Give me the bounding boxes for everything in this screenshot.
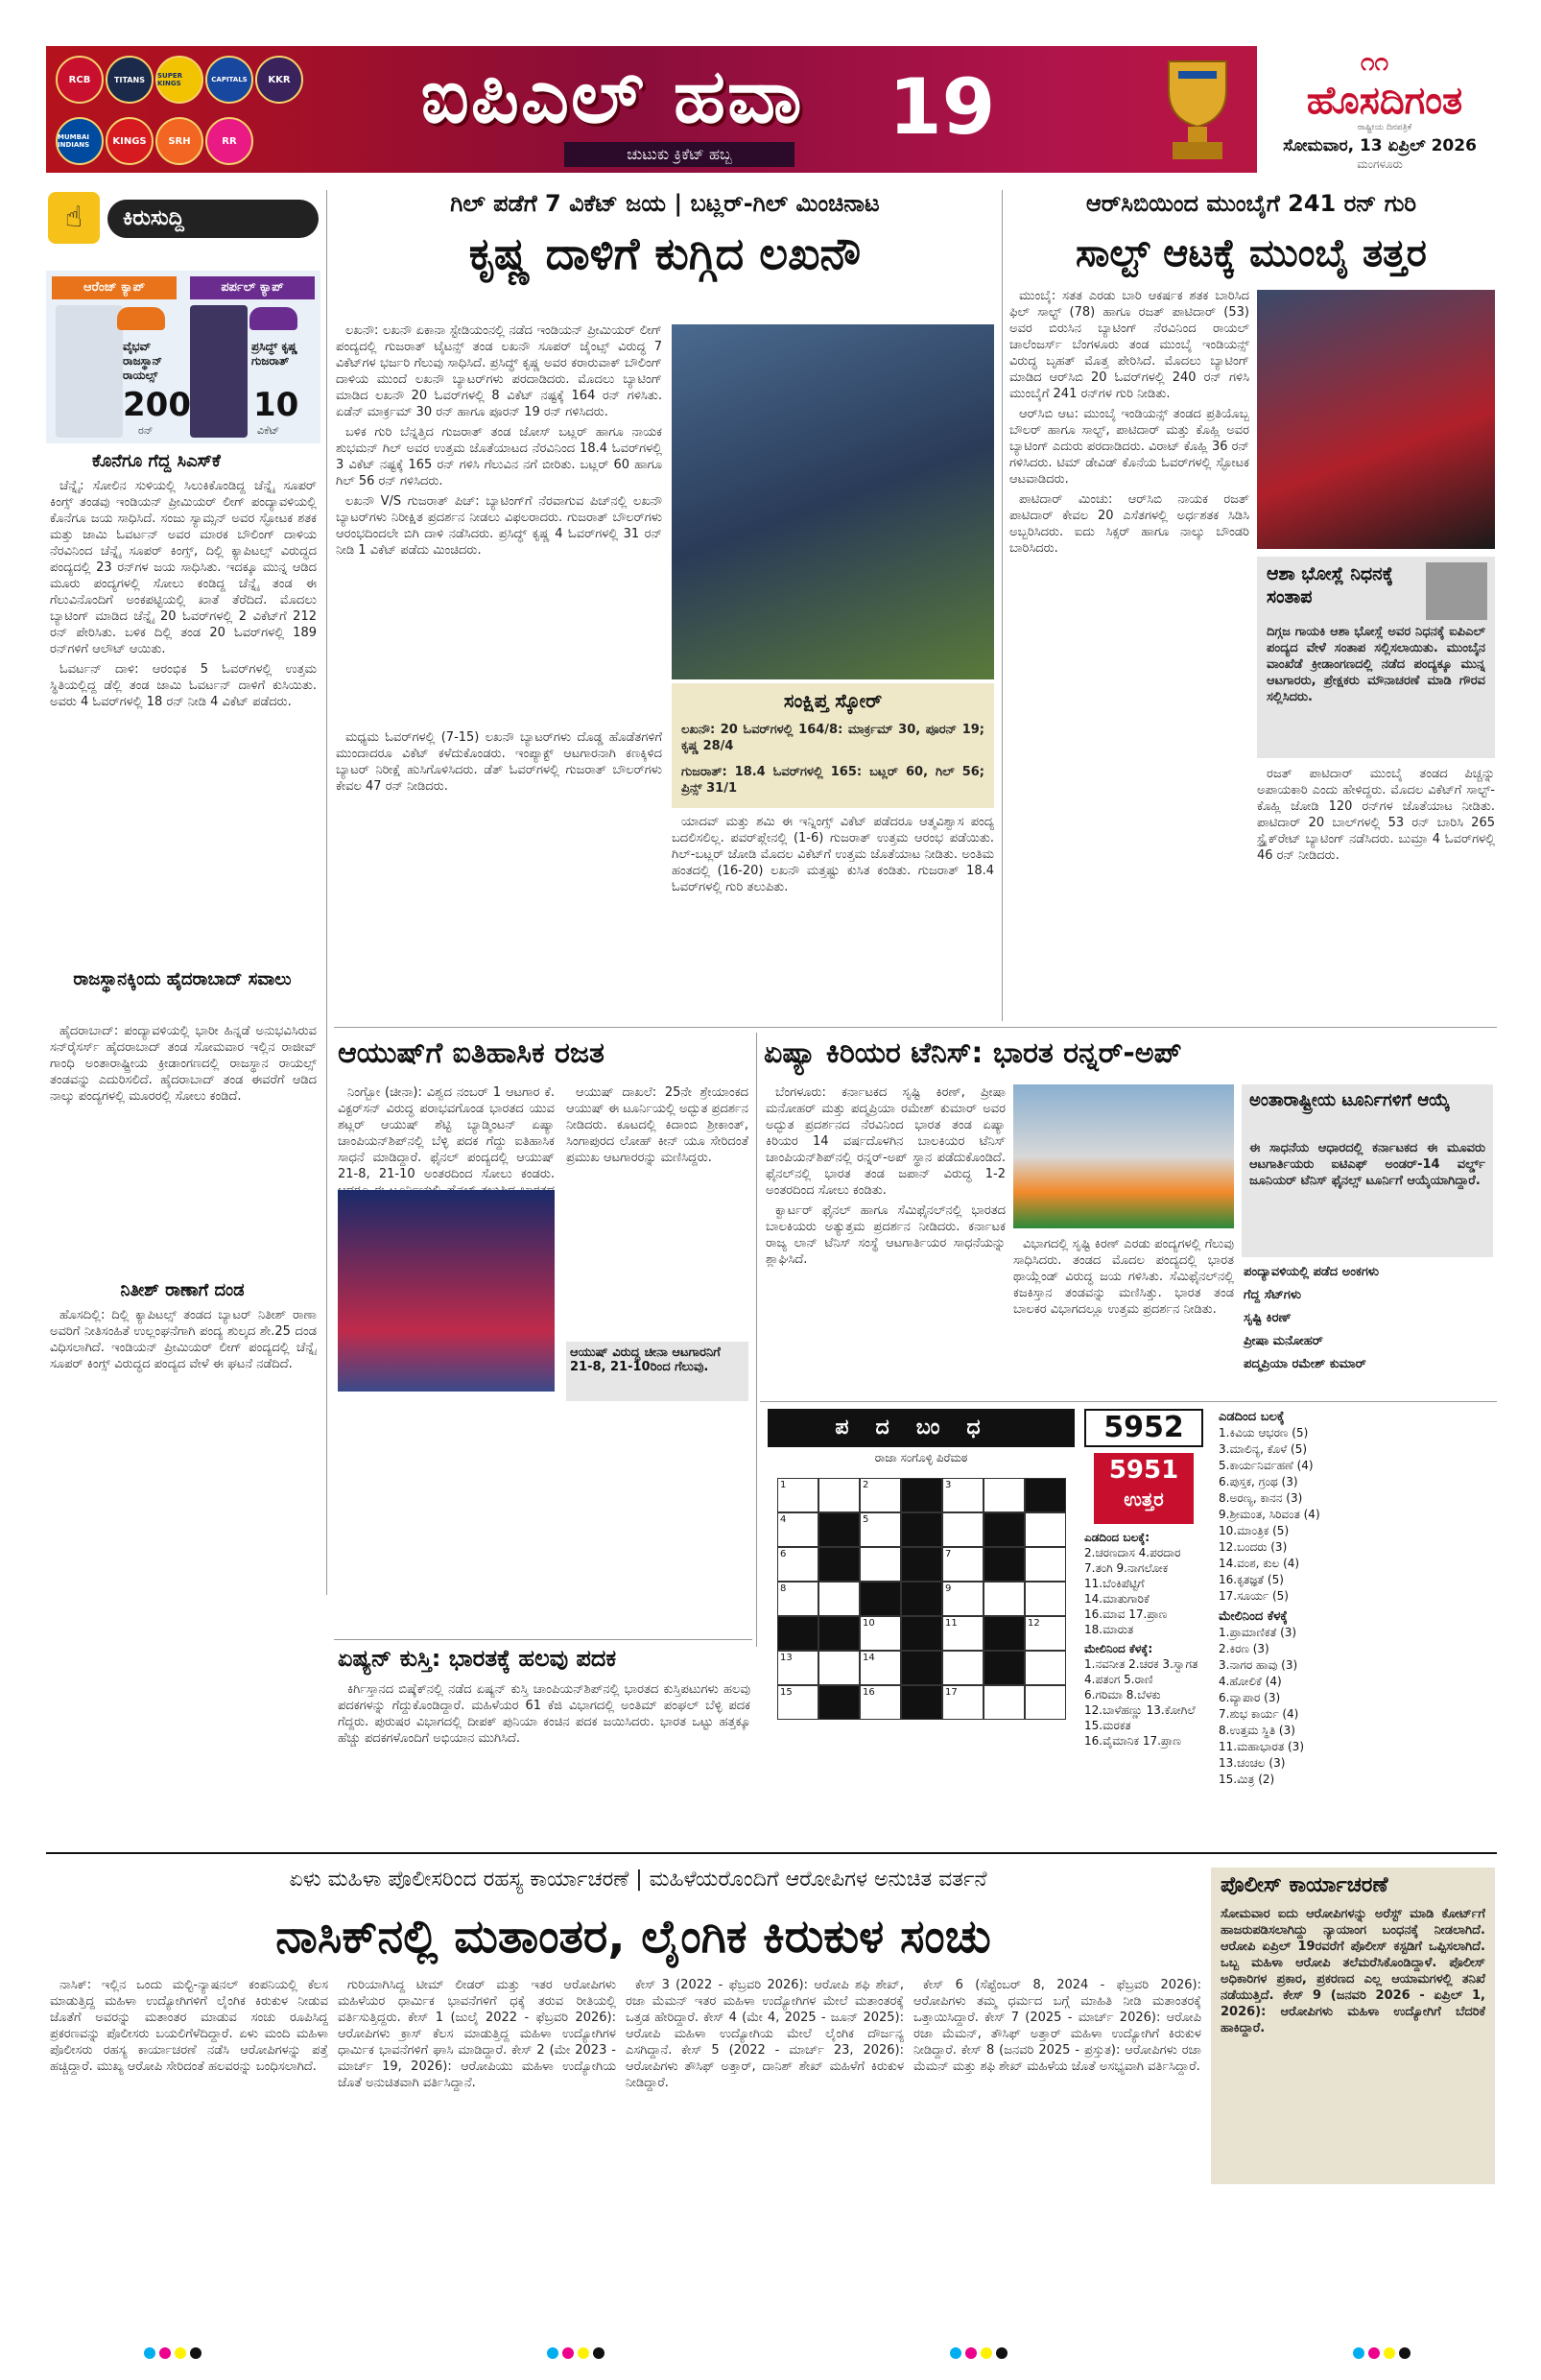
prev-clue: 12.ಬಾಳೆಹಣ್ಣು 13.ಕೋಗಿಲೆ (1084, 1703, 1196, 1717)
across-clue: 1.ಕಿವಿಯ ಆಭರಣ (5) (1219, 1426, 1309, 1440)
crossword-black-cell (901, 1547, 942, 1582)
crossword-cell[interactable] (860, 1616, 901, 1651)
prev-clue: 7.ತಂಗಿ 9.ನಾಗಲೋಕ (1084, 1561, 1169, 1575)
registration-mark (144, 2347, 155, 2359)
crossword-black-cell (984, 1651, 1025, 1685)
crossword-divider (760, 1401, 1497, 1402)
crossword-cell[interactable] (818, 1651, 860, 1685)
across-clue: 10.ಮಾಂತ್ರಿಕ (5) (1219, 1524, 1290, 1537)
registration-mark (965, 2347, 977, 2359)
across-clue: 8.ಅರಣ್ಯ, ಕಾನನ (3) (1219, 1491, 1303, 1505)
ayush-body-a: ನಿಂಗ್ಬೋ (ಚೀನಾ): ವಿಶ್ವದ ನಂಬರ್ 1 ಆಟಗಾರ ಕೆ. ವಿಕ್ಟರ್‌ಸನ್ ವಿರುದ್ಧ ಪರಾಭವಗೊಂಡ ಭಾರತದ ಯುವ ಶಟ್ಲರ್ ಆಯುಷ್ ಶೆಟ್ಟಿ ಬ್ಯಾಡ್ಮಿಂಟನ್ ಏಷ್ಯಾ ಚಾಂಪಿಯನ್‌ಶಿಪ್‌ನಲ್ಲಿ ಬೆಳ್ಳಿ ಪದಕ ಗೆದ್ದು ಐತಿಹಾಸಿಕ ಸಾಧನೆ ಮಾಡಿದ್ದಾರೆ. ಫೈನಲ್ ಪಂದ್ಯದಲ್ಲಿ ಆಯುಷ್ 21-8, 21-10 ಅಂತರದಿಂದ ಸೋಲು ಕಂಡರು. (338, 1085, 555, 1181)
ayush-headline: ಆಯುಷ್‌ಗೆ ಐತಿಹಾಸಿಕ ರಜತ (338, 1036, 605, 1070)
purple-player-name: ಪ್ರಸಿದ್ಧ್ ಕೃಷ್ಣ ಗುಜರಾತ್ (251, 340, 298, 368)
crossword-cell[interactable] (942, 1582, 984, 1616)
ipl-hava-title: ಐಪಿಎಲ್ ಹವಾ (420, 54, 804, 140)
ayush-body-b: ಆಯುಷ್ ದಾಖಲೆ: 25ನೇ ಶ್ರೇಯಾಂಕದ ಆಯುಷ್ ಈ ಟೂರ್ನಿಯಲ್ಲಿ ಅದ್ಭುತ ಪ್ರದರ್ಶನ ನೀಡಿದರು. ಕೂಟದಲ್ಲಿ ಕಿದಾಂಬಿ ಶ್ರೀಕಾಂತ್, ಸಿಂಗಾಪುರದ ಲೋಹ್ ಕೀನ್ ಯೂ ಸೇರಿದಂತೆ ಪ್ರಮುಖ ಆಟಗಾರರನ್ನು ಮಣಿಸಿದ್ದರು. (566, 1085, 748, 1165)
crossword-cell[interactable] (860, 1512, 901, 1547)
tennis-list-item: ಪಂದ್ಯಾವಳಿಯಲ್ಲಿ ಪಡೆದ ಅಂಕಗಳು (1244, 1265, 1380, 1279)
orange-runs: 200 (123, 386, 191, 424)
tennis-box (1242, 1084, 1493, 1257)
registration-mark (981, 2347, 992, 2359)
purple-cap-icon (249, 307, 297, 330)
prev-clue: 14.ಮಾತುಗಾರಿಕೆ (1084, 1592, 1150, 1606)
tennis-headline: ಏಷ್ಯಾ ಕಿರಿಯರ ಟೆನಿಸ್: ಭಾರತ ರನ್ನರ್-ಅಪ್ (764, 1036, 1182, 1070)
crossword-black-cell (901, 1512, 942, 1547)
across-clue: 6.ಪುಸ್ತಕ, ಗ್ರಂಥ (3) (1219, 1475, 1298, 1488)
scorecard-box (672, 683, 994, 808)
police-headline: ಪೊಲೀಸ್ ಕಾರ್ಯಾಚರಣೆ (1221, 1873, 1388, 1897)
across-clue: 17.ಸೂರ್ಯ (5) (1219, 1589, 1289, 1603)
prev-across-head: ಎಡದಿಂದ ಬಲಕ್ಕೆ: (1084, 1531, 1150, 1544)
down-clue: 11.ಮಹಾಭಾರತ (3) (1219, 1740, 1305, 1753)
crossword-cell[interactable] (777, 1512, 818, 1547)
asian-body: ಕಿರ್ಗಿಸ್ತಾನದ ಬಿಷ್ಕೆಕ್‌ನಲ್ಲಿ ನಡೆದ ಏಷ್ಯನ್ ಕುಸ್ತಿ ಚಾಂಪಿಯನ್‌ಶಿಪ್‌ನಲ್ಲಿ ಭಾರತದ ಕುಸ್ತಿಪಟುಗಳು ಹಲವು ಪದಕಗಳನ್ನು ಗೆದ್ದುಕೊಂಡಿದ್ದಾರೆ. ಮಹಿಳೆಯರ 61 ಕೆಜಿ ವಿಭಾಗದಲ್ಲಿ ಅಂತಿಮ್ ಪಂಘಲ್ ಬೆಳ್ಳಿ ಪದಕ ಗೆದ್ದರು. ಪುರುಷರ ವಿಭಾಗದಲ್ಲಿ ದೀಪಕ್ ಪುನಿಯಾ ಕಂಚಿನ ಪದಕ ಜಯಿಸಿದರು. ಭಾರತ ಒಟ್ಟು ಹತ್ತಕ್ಕೂ ಹೆಚ್ಚು ಪದಕಗಳೊಂದಿಗೆ ಅಭಿಯಾನ ಮುಗಿಸಿದೆ. (338, 1682, 750, 1746)
crossword-black-cell (901, 1478, 942, 1512)
crossword-cell-number: 8 (780, 1583, 787, 1594)
crossword-cell[interactable] (818, 1478, 860, 1512)
prev-clue: 18.ಮಾರುತ (1084, 1623, 1134, 1636)
asha-photo (1426, 562, 1487, 620)
crossword-title-strip (768, 1409, 1075, 1447)
prev-answers (1084, 1530, 1209, 1749)
crossword-cell[interactable] (1025, 1685, 1066, 1720)
police-body-continued (1211, 2192, 1495, 2313)
trophy-icon (1140, 52, 1255, 167)
across-clue: 16.ಕೃತಜ್ಞತೆ (5) (1219, 1573, 1284, 1586)
prev-answer-box (1094, 1453, 1194, 1524)
across-head: ಎಡದಿಂದ ಬಲಕ್ಕೆ (1219, 1410, 1285, 1424)
ayush-rule (756, 1033, 757, 1647)
edition-place: ಮಂಗಳೂರು (1357, 157, 1403, 171)
crossword-cell-number: 11 (945, 1618, 958, 1629)
crossword-black-cell (818, 1616, 860, 1651)
crossword-cell-number: 4 (780, 1514, 787, 1525)
ayush-photo (338, 1190, 555, 1392)
tennis-list-item: ಪದ್ಮಪ್ರಿಯಾ ರಮೇಶ್ ಕುಮಾರ್ (1244, 1357, 1366, 1371)
registration-mark (175, 2347, 186, 2359)
crossword-cell[interactable] (860, 1685, 901, 1720)
prev-number: 5951 (1108, 1456, 1179, 1485)
lucknow-deck: ಗಿಲ್ ಪಡೆಗೆ 7 ವಿಕೆಟ್ ಜಯ | ಬಟ್ಲರ್-ಗಿಲ್ ಮಿಂಚಿನಾಟ (450, 190, 880, 217)
across-clue: 3.ಮಾಲಿನ್ಯ, ಕೊಳೆ (5) (1219, 1442, 1308, 1456)
crossword-cell[interactable] (942, 1685, 984, 1720)
crossword-grid[interactable] (777, 1478, 1075, 1720)
down-clue: 13.ಚಂಚಲ (3) (1219, 1756, 1286, 1770)
orange-cap-icon (117, 307, 165, 330)
purple-player-photo (190, 305, 248, 438)
crossword-cell[interactable] (860, 1547, 901, 1582)
mumbai-deck: ಆರ್‌ಸಿಬಿಯಿಂದ ಮುಂಬೈಗೆ 241 ರನ್ ಗುರಿ (1085, 190, 1417, 217)
crossword-cell[interactable] (777, 1547, 818, 1582)
asha-headline: ಆಶಾ ಭೋಸ್ಲೆ ನಿಧನಕ್ಕೆ ಸಂತಾಪ (1267, 563, 1393, 607)
kirusuddi-title: ಕಿರುಸುದ್ದಿ (107, 200, 319, 238)
crossword-cell-number: 3 (945, 1480, 952, 1490)
ayush-caption: ಆಯುಷ್ ವಿರುದ್ಧ ಚೀನಾ ಆಟಗಾರನಿಗೆ 21-8, 21-10ರಿಂದ ಗೆಲುವು. (566, 1342, 748, 1401)
crossword-cell[interactable] (860, 1651, 901, 1685)
lucknow-body-b: ಮಧ್ಯಮ ಓವರ್‌ಗಳಲ್ಲಿ (7-15) ಲಖನೌ ಬ್ಯಾಟರ್‌ಗಳು ದೊಡ್ಡ ಹೊಡೆತಗಳಿಗೆ ಮುಂದಾದರೂ ವಿಕೆಟ್ ಕಳೆದುಕೊಂಡರು. ಇಂಪ್ಯಾಕ್ಟ್ ಆಟಗಾರನಾಗಿ ಕಣಕ್ಕಿಳಿದ ಬ್ಯಾಟರ್ ನಿರೀಕ್ಷೆ ಹುಸಿಗೊಳಿಸಿದರು. ಡೆತ್ ಓವರ್‌ಗಳಲ್ಲಿ ಗುಜರಾತ್ ಬೌಲರ್‌ಗಳು ಕೇವಲ 47 ರನ್ ನೀಡಿದರು. (336, 730, 662, 794)
crossword-cell[interactable] (984, 1685, 1025, 1720)
crossword-cell-number: 9 (945, 1583, 952, 1594)
crossword-cell-number: 14 (863, 1653, 875, 1663)
crossword-black-cell (901, 1616, 942, 1651)
tennis-list-item: ಗೆದ್ದ ಸೆಟ್‌ಗಳು (1244, 1288, 1302, 1302)
story3-headline: ನಿತೀಶ್ ರಾಣಾಗೆ ದಂಡ (120, 1280, 245, 1300)
mi-logo: MUMBAI INDIANS (56, 117, 104, 165)
prev-clue: 4.ಪತಂಗ 5.ರಾಣಿ (1084, 1673, 1153, 1686)
crossword-cell[interactable] (984, 1478, 1025, 1512)
across-clue: 12.ಬಂದರು (3) (1219, 1540, 1288, 1554)
orange-player-name: ವೈಭವ್ ರಾಜಸ್ಥಾನ್ ರಾಯಲ್ಸ್ (123, 340, 163, 382)
tennis-list-item: ಪ್ರೀಷಾ ಮನೋಹರ್ (1244, 1334, 1323, 1348)
crossword-cell-number: 1 (780, 1480, 787, 1490)
registration-mark (593, 2347, 605, 2359)
down-clue: 2.ಕಿರಣ (3) (1219, 1642, 1269, 1655)
story2-body: ಹೈದರಾಬಾದ್: ಪಂದ್ಯಾವಳಿಯಲ್ಲಿ ಭಾರೀ ಹಿನ್ನಡೆ ಅನುಭವಿಸಿರುವ ಸನ್‌ರೈಸರ್ಸ್ ಹೈದರಾಬಾದ್ ತಂಡ ಸೋಮವಾರ ಇಲ್ಲಿನ ರಾಜೀವ್ ಗಾಂಧಿ ಅಂತಾರಾಷ್ಟ್ರೀಯ ಕ್ರೀಡಾಂಗಣದಲ್ಲಿ ರಾಜಸ್ಥಾನ ರಾಯಲ್ಸ್ ತಂಡವನ್ನು ಎದುರಿಸಲಿದೆ. ಹೈದರಾಬಾದ್ ತಂಡ ಈವರೆಗೆ ಆಡಿದ ನಾಲ್ಕು ಪಂದ್ಯಗಳಲ್ಲಿ ಮೂರರಲ್ಲಿ ಸೋಲು ಕಂಡಿದೆ. (50, 1024, 317, 1104)
registration-mark (1368, 2347, 1380, 2359)
registration-mark (950, 2347, 961, 2359)
across-clue: 9.ಶ್ರೀಮಂತ, ಸಿರಿವಂತ (4) (1219, 1508, 1320, 1521)
purple-unit: ವಿಕೆಟ್ (257, 424, 280, 437)
registration-mark (1384, 2347, 1395, 2359)
nasik-divider (46, 1852, 1497, 1854)
crossword-cell[interactable] (818, 1582, 860, 1616)
story1-body: ಚೆನ್ನೈ: ಸೋಲಿನ ಸುಳಿಯಲ್ಲಿ ಸಿಲುಕಿಕೊಂಡಿದ್ದ ಚೆನ್ನೈ ಸೂಪರ್ ಕಿಂಗ್ಸ್ ತಂಡವು ಇಂಡಿಯನ್ ಪ್ರೀಮಿಯರ್ ಲೀಗ್ ಪಂದ್ಯಾವಳಿಯಲ್ಲಿ ಕೊನೆಗೂ ಜಯ ಸಾಧಿಸಿದೆ. ಸಂಜು ಸ್ಯಾಮ್ಸನ್ ಅವರ ಸ್ಫೋಟಕ ಶತಕ ಮತ್ತು ಜಾಮಿ ಓವರ್ಟನ್ ಅವರ ಮಾರಕ ಬೌಲಿಂಗ್ ದಾಳಿಯ ನೆರವಿನಿಂದ ಚೆನ್ನೈ ಸೂಪರ್ ಕಿಂಗ್ಸ್, ದಿಲ್ಲಿ ಕ್ಯಾಪಿಟಲ್ಸ್ ವಿರುದ್ಧದ ಪಂದ್ಯದಲ್ಲಿ 23 ರನ್‌ಗಳ ಜಯ ಸಾಧಿಸಿತು. ಇದಕ್ಕೂ ಮುನ್ನ ಆಡಿದ ಮೂರು ಪಂದ್ಯಗಳಲ್ಲಿ ಸೋಲು ಕಂಡಿದ್ದ ಚೆನ್ನೈ ತಂಡ ಈ ಗೆಲುವಿನೊಂದಿಗೆ ಅಂಕಪಟ್ಟಿಯಲ್ಲಿ ಖಾತೆ ತೆರೆದಿದೆ. ಮೊದಲು ಬ್ಯಾಟಿಂಗ್ ಮಾಡಿದ ಚೆನ್ನೈ 20 ಓವರ್‌ಗಳಲ್ಲಿ 2 ವಿಕೆಟ್‌ಗೆ 212 ರನ್ ಪೇರಿಸಿತು. ಬಳಿಕ ದಿಲ್ಲಿ ತಂಡ 20 ಓವರ್‌ಗಳಲ್ಲಿ 189 ರನ್‌ಗಳಿಗೆ ಆಲೌಟ್ ಆಯಿತು. ಓವರ್ಟನ್ ದಾಳಿ: ಆರಂಭಿಕ 5 ಓವರ್‌ಗಳಲ್ಲಿ ಉತ್ತಮ ಸ್ಥಿತಿಯಲ್ಲಿದ್ದ ಡೆಲ್ಲಿ ತಂಡ ಜಾಮಿ ಓವರ್ಟನ್ ದಾಳಿಗೆ ಕುಸಿಯಿತು. ಅವರು 4 ಓವರ್‌ಗಳಲ್ಲಿ 18 ರನ್ ನೀಡಿ 4 ವಿಕೆಟ್ ಪಡೆದರು. (50, 479, 317, 709)
titans-logo: TITANS (106, 56, 154, 104)
registration-mark (547, 2347, 558, 2359)
crossword-cell[interactable] (860, 1478, 901, 1512)
crossword-cell[interactable] (1025, 1512, 1066, 1547)
crossword-clues (1219, 1409, 1493, 1788)
registration-mark (996, 2347, 1008, 2359)
crossword-cell-number: 17 (945, 1687, 958, 1698)
crossword-cell-number: 16 (863, 1687, 875, 1698)
police-body: ಸೋಮವಾರ ಐದು ಆರೋಪಿಗಳನ್ನು ಅರೆಸ್ಟ್ ಮಾಡಿ ಕೋರ್ಟ್‌ಗೆ ಹಾಜರುಪಡಿಸಲಾಗಿದ್ದು ನ್ಯಾಯಾಂಗ ಬಂಧನಕ್ಕೆ ನೀಡಲಾಗಿದೆ. ಆರೋಪಿ ಏಪ್ರಿಲ್ 19ರವರೆಗೆ ಪೊಲೀಸ್ ಕಸ್ಟಡಿಗೆ ಒಪ್ಪಿಸಲಾಗಿದೆ. ಒಬ್ಬ ಮಹಿಳಾ ಆರೋಪಿ ತಲೆಮರೆಸಿಕೊಂಡಿದ್ದಾಳೆ. ಪೊಲೀಸ್ ಅಧಿಕಾರಿಗಳ ಪ್ರಕಾರ, ಪ್ರಕರಣದ ಎಲ್ಲ ಆಯಾಮಗಳಲ್ಲಿ ತನಿಖೆ ನಡೆಯುತ್ತಿದೆ. ಕೇಸ್ 9 (ಜನವರಿ 2026 - ಏಪ್ರಿಲ್ 1, 2026): ಆರೋಪಿಗಳು ಮಹಿಳಾ ಉದ್ಯೋಗಿಗೆ ಬೆದರಿಕೆ ಹಾಕಿದ್ದಾರೆ. (1221, 1907, 1485, 2035)
tennis-list-item: ಸೃಷ್ಟಿ ಕಿರಣ್ (1244, 1311, 1292, 1325)
crossword-cell-number: 2 (863, 1480, 869, 1490)
nasik-headline: ನಾಸಿಕ್‌ನಲ್ಲಿ ಮತಾಂತರ, ಲೈಂಗಿಕ ಕಿರುಕುಳ ಸಂಚು (275, 1910, 991, 1964)
rcb-logo: RCB (56, 56, 104, 104)
issue-date: ಸೋಮವಾರ, 13 ಏಪ್ರಿಲ್ 2026 (1283, 136, 1477, 155)
crossword-cell[interactable] (777, 1582, 818, 1616)
newspaper-subtitle: ರಾಷ್ಟ್ರೀಯ ದಿನಪತ್ರಿಕೆ (1357, 123, 1412, 132)
asian-divider (334, 1639, 752, 1640)
down-head: ಮೇಲಿನಿಂದ ಕೆಳಕ್ಕೆ (1219, 1609, 1288, 1624)
crossword-black-cell (984, 1547, 1025, 1582)
newspaper-name: ಹೊಸದಿಗಂತ (1306, 79, 1463, 123)
crossword-cell[interactable] (942, 1478, 984, 1512)
crossword-cell-number: 13 (780, 1653, 793, 1663)
crossword-cell[interactable] (942, 1547, 984, 1582)
crossword-black-cell (818, 1547, 860, 1582)
kkr-logo: KKR (255, 56, 303, 104)
story3-body: ಹೊಸದಿಲ್ಲಿ: ದಿಲ್ಲಿ ಕ್ಯಾಪಿಟಲ್ಸ್ ತಂಡದ ಬ್ಯಾಟರ್ ನಿತೀಶ್ ರಾಣಾ ಅವರಿಗೆ ನೀತಿಸಂಹಿತೆ ಉಲ್ಲಂಘನೆಗಾಗಿ ಪಂದ್ಯ ಶುಲ್ಕದ ಶೇ.25 ದಂಡ ವಿಧಿಸಲಾಗಿದೆ. ಇಂಡಿಯನ್ ಪ್ರೀಮಿಯರ್ ಲೀಗ್ ಪಂದ್ಯದಲ್ಲಿ ಚೆನ್ನೈ ಸೂಪರ್ ಕಿಂಗ್ಸ್ ವಿರುದ್ಧದ ಪಂದ್ಯದ ವೇಳೆ ಈ ಘಟನೆ ನಡೆದಿದೆ. (50, 1308, 317, 1371)
prev-clue: 6.ಗರಿಮಾ 8.ಬೆಳಕು (1084, 1688, 1161, 1702)
mumbai-body-a: ಮುಂಬೈ: ಸತತ ಎರಡು ಬಾರಿ ಆಕರ್ಷಕ ಶತಕ ಬಾರಿಸಿದ ಫಿಲ್ ಸಾಲ್ಟ್ (78) ಹಾಗೂ ರಜತ್ ಪಾಟಿದಾರ್ (53) ಅವರ ಬಿರುಸಿನ ಬ್ಯಾಟಿಂಗ್ ನೆರವಿನಿಂದ ರಾಯಲ್ ಚಾಲೆಂಜರ್ಸ್ ಬೆಂಗಳೂರು ತಂಡ ಮುಂಬೈ ಇಂಡಿಯನ್ಸ್ ವಿರುದ್ಧ ಬೃಹತ್ ಮೊತ್ತ ಪೇರಿಸಿದೆ. ಮೊದಲು ಬ್ಯಾಟಿಂಗ್ ಮಾಡಿದ ಆರ್‌ಸಿಬಿ 20 ಓವರ್‌ಗಳಲ್ಲಿ 240 ರನ್ ಗಳಿಸಿ ಮುಂಬೈಗೆ 241 ರನ್‌ಗಳ ಗುರಿ ನೀಡಿತು. ಆರ್‌ಸಿಬಿ ಆಟ: ಮುಂಬೈ ಇಂಡಿಯನ್ಸ್ ತಂಡದ ಪ್ರತಿಯೊಬ್ಬ ಬೌಲರ್ ಹಾಗೂ ಸಾಲ್ಟ್, ಪಾಟಿದಾರ್ ಮತ್ತು ಕೊಹ್ಲಿ ಅವರ ಬ್ಯಾಟಿಂಗ್ ಎದುರು ಪರದಾಡಿದರು. ವಿರಾಟ್ ಕೊಹ್ಲಿ 36 ರನ್ ಗಳಿಸಿದರು. ಟಿಮ್ ಡೇವಿಡ್ ಕೊನೆಯ ಓವರ್‌ಗಳಲ್ಲಿ ಸ್ಫೋಟಕ ಆಟವಾಡಿದರು. ಪಾಟಿದಾರ್ ಮಿಂಚು: ಆರ್‌ಸಿಬಿ ನಾಯಕ ರಜತ್ ಪಾಟಿದಾರ್ ಕೇವಲ 20 ಎಸೆತಗಳಲ್ಲಿ ಅರ್ಧಶತಕ ಸಿಡಿಸಿ ಅಬ್ಬರಿಸಿದರು. ಐದು ಸಿಕ್ಸರ್ ಹಾಗೂ ನಾಲ್ಕು ಬೌಂಡರಿ ಬಾರಿಸಿದರು. (1009, 289, 1249, 556)
down-clue: 6.ವ್ಯಾಪಾರ (3) (1219, 1691, 1281, 1704)
crossword-black-cell (901, 1685, 942, 1720)
prev-clue: 2.ಚರಣದಾಸ 4.ಪರದಾರ (1084, 1546, 1181, 1559)
police-box (1211, 1868, 1495, 2184)
sports-divider (334, 1027, 1497, 1028)
registration-mark (578, 2347, 589, 2359)
crossword-black-cell (901, 1582, 942, 1616)
srh-logo: SRH (155, 117, 203, 165)
registration-mark (1399, 2347, 1411, 2359)
prev-clue: 16.ವೈಮಾನಿಕ 17.ಪ್ರಾಣ (1084, 1734, 1181, 1748)
asha-box (1257, 557, 1495, 758)
mumbai-body-b: ರಜತ್ ಪಾಟಿದಾರ್ ಮುಂಬೈ ತಂಡದ ಪಿಚ್ಚನ್ನು ಅಪಾಯಕಾರಿ ಎಂದು ಹೇಳಿದ್ದರು. ಮೊದಲ ವಿಕೆಟ್‌ಗೆ ಸಾಲ್ಟ್-ಕೊಹ್ಲಿ ಜೋಡಿ 120 ರನ್‌ಗಳ ಜೊತೆಯಾಟ ನೀಡಿತು. ಪಾಟಿದಾರ್ 20 ಬಾಲ್‌ಗಳಲ್ಲಿ 53 ರನ್ ಬಾರಿಸಿ 265 ಸ್ಟ್ರೈಕ್‌ರೇಟ್ ಬ್ಯಾಟಿಂಗ್ ನಡೆಸಿದರು. ಬುಮ್ರಾ 4 ಓವರ್‌ಗಳಲ್ಲಿ 46 ರನ್ ನೀಡಿದರು. (1257, 767, 1495, 863)
crossword-black-cell (818, 1685, 860, 1720)
registration-mark (159, 2347, 171, 2359)
story2-headline: ರಾಜಸ್ಥಾನಕ್ಕಿಂದು ಹೈದರಾಬಾದ್ ಸವಾಲು (73, 969, 292, 989)
crossword-black-cell (901, 1651, 942, 1685)
registration-mark (1353, 2347, 1364, 2359)
crossword-black-cell (818, 1512, 860, 1547)
crossword-cell[interactable] (1025, 1651, 1066, 1685)
nasik-col1: ನಾಸಿಕ್: ಇಲ್ಲಿನ ಒಂದು ಮಲ್ಟಿ-ನ್ಯಾಷನಲ್ ಕಂಪನಿಯಲ್ಲಿ ಕೆಲಸ ಮಾಡುತ್ತಿದ್ದ ಮಹಿಳಾ ಉದ್ಯೋಗಿಗಳಿಗೆ ಲೈಂಗಿಕ ಕಿರುಕುಳ ನೀಡುವ ಜೊತೆಗೆ ಅವರನ್ನು ಮತಾಂತರ ಮಾಡುವ ಸಂಚು ರೂಪಿಸಿದ್ದ ಪ್ರಕರಣವನ್ನು ಪೊಲೀಸರು ಬಯಲಿಗೆಳೆದಿದ್ದಾರೆ. ಏಳು ಮಂದಿ ಮಹಿಳಾ ಪೊಲೀಸರು ರಹಸ್ಯ ಕಾರ್ಯಾಚರಣೆ ನಡೆಸಿ ಆರೋಪಿಗಳನ್ನು ಪತ್ತೆ ಹಚ್ಚಿದ್ದಾರೆ. ಮುಖ್ಯ ಆರೋಪಿ ಸೇರಿದಂತೆ ಹಲವರನ್ನು ಬಂಧಿಸಲಾಗಿದೆ. (50, 1978, 328, 2074)
crossword-black-cell (984, 1512, 1025, 1547)
crossword-cell[interactable] (1025, 1582, 1066, 1616)
down-clue: 7.ಶುಭ ಕಾರ್ಯ (4) (1219, 1707, 1299, 1721)
bowler-photo (672, 324, 994, 679)
crossword-black-cell (1025, 1478, 1066, 1512)
crossword-cell[interactable] (942, 1512, 984, 1547)
left-column-rule (326, 190, 327, 1595)
crossword-cell-number: 10 (863, 1618, 875, 1629)
purple-wickets: 10 (253, 386, 299, 424)
asha-body: ದಿಗ್ಗಜ ಗಾಯಕಿ ಆಶಾ ಭೋಸ್ಲೆ ಅವರ ನಿಧನಕ್ಕೆ ಐಪಿಎಲ್ ಪಂದ್ಯದ ವೇಳೆ ಸಂತಾಪ ಸಲ್ಲಿಸಲಾಯಿತು. ಮುಂಬೈನ ವಾಂಖೆಡೆ ಕ್ರೀಡಾಂಗಣದಲ್ಲಿ ನಡೆದ ಪಂದ್ಯಕ್ಕೂ ಮುನ್ನ ಆಟಗಾರರು, ಪ್ರೇಕ್ಷಕರು ಮೌನಾಚರಣೆ ಮಾಡಿ ಗೌರವ ಸಲ್ಲಿಸಿದರು. (1267, 625, 1485, 704)
edition-number: 19 (889, 62, 996, 152)
rcb-players-photo (1257, 290, 1495, 549)
mumbai-headline: ಸಾಲ್ಟ್ ಆಟಕ್ಕೆ ಮುಂಬೈ ತತ್ತರ (1076, 231, 1427, 275)
center-column-rule (1002, 190, 1003, 1021)
hand-icon: ☝ (48, 192, 100, 244)
csk-logo: SUPER KINGS (155, 56, 203, 104)
purple-cap-label: ಪರ್ಪಲ್ ಕ್ಯಾಪ್ (190, 276, 315, 299)
nasik-col3: ಕೇಸ್ 3 (2022 - ಫೆಬ್ರವರಿ 2026): ಆರೋಪಿ ಶಫಿ ಶೇಖ್, ರಜಾ ಮೆಮನ್ ಇತರ ಮಹಿಳಾ ಉದ್ಯೋಗಿಗಳ ಮೇಲೆ ಮತಾಂತರಕ್ಕೆ ಒತ್ತಡ ಹೇರಿದ್ದಾರೆ. ಕೇಸ್ 4 (ಮೇ 4, 2025 - ಜೂನ್ 2025): ಆರೋಪಿ ಮಹಿಳಾ ಉದ್ಯೋಗಿಯ ಮೇಲೆ ಲೈಂಗಿಕ ದೌರ್ಜನ್ಯ ಎಸಗಿದ್ದಾನೆ. ಕೇಸ್ 5 (2022 - ಮಾರ್ಚ್ 23, 2026): ಆರೋಪಿಗಳು ತೌಸಿಫ್ ಅತ್ತಾರ್, ದಾನಿಶ್ ಶೇಖ್ ಮಹಿಳೆಗೆ ಕಿರುಕುಳ ನೀಡಿದ್ದಾರೆ. (626, 1978, 904, 2090)
story1-headline: ಕೊನೆಗೂ ಗೆದ್ದ ಸಿಎಸ್‌ಕೆ (92, 451, 221, 471)
scorecard-title: ಸಂಕ್ಷಿಪ್ತ ಸ್ಕೋರ್ (783, 689, 883, 712)
dc-logo: CAPITALS (205, 56, 253, 104)
down-clue: 1.ಪ್ರಾಮಾಣಿಕತೆ (3) (1219, 1626, 1297, 1639)
crossword-black-cell (860, 1582, 901, 1616)
crossword-cell-number: 5 (863, 1514, 869, 1525)
across-clue: 14.ವಂಶ, ಕುಲ (4) (1219, 1557, 1300, 1570)
masthead-banner (46, 46, 1497, 173)
registration-mark (562, 2347, 574, 2359)
score-gujarat: ಗುಜರಾತ್: 18.4 ಓವರ್‌ಗಳಲ್ಲಿ 165: ಬಟ್ಲರ್ 60, ಗಿಲ್ 56; ಪ್ರಿನ್ಸ್ 31/1 (681, 765, 984, 796)
tennis-body-b: ವಿಭಾಗದಲ್ಲಿ ಸೃಷ್ಟಿ ಕಿರಣ್ ಎರಡು ಪಂದ್ಯಗಳಲ್ಲಿ ಗೆಲುವು ಸಾಧಿಸಿದರು. ತಂಡದ ಮೊದಲ ಪಂದ್ಯದಲ್ಲಿ ಭಾರತ ಥಾಯ್ಲೆಂಡ್ ವಿರುದ್ಧ ಜಯ ಗಳಿಸಿತು. ಸೆಮಿಫೈನಲ್‌ನಲ್ಲಿ ಕಜಕಿಸ್ತಾನ ತಂಡವನ್ನು ಮಣಿಸಿತ್ತು. ಭಾರತ ತಂಡ ಬಾಲಕರ ವಿಭಾಗದಲ್ಲೂ ಉತ್ತಮ ಪ್ರದರ್ಶನ ನೀಡಿತು. (1013, 1237, 1234, 1317)
rr-logo: RR (205, 117, 253, 165)
crossword-cell[interactable] (777, 1478, 818, 1512)
crossword-cell[interactable] (942, 1616, 984, 1651)
prev-clue: 16.ಮಾವ 17.ಪ್ರಾಣ (1084, 1607, 1168, 1621)
crossword-cell-number: 15 (780, 1687, 793, 1698)
crossword-number: 5952 (1084, 1409, 1203, 1447)
prev-down-head: ಮೇಲಿನಿಂದ ಕೆಳಕ್ಕೆ: (1084, 1642, 1153, 1655)
cap-leaders-box (46, 271, 320, 443)
lucknow-body-a: ಲಖನೌ: ಲಖನೌ ಏಕಾನಾ ಸ್ಟೇಡಿಯಂನಲ್ಲಿ ನಡೆದ ಇಂಡಿಯನ್ ಪ್ರೀಮಿಯರ್ ಲೀಗ್ ಪಂದ್ಯದಲ್ಲಿ ಗುಜರಾತ್ ಟೈಟನ್ಸ್ ತಂಡ ಲಖನೌ ಸೂಪರ್ ಜೈಂಟ್ಸ್ ವಿರುದ್ಧ 7 ವಿಕೆಟ್‌ಗಳ ಭರ್ಜರಿ ಗೆಲುವು ಸಾಧಿಸಿದೆ. ಪ್ರಸಿದ್ಧ್ ಕೃಷ್ಣ ಅವರ ಕರಾರುವಾಕ್ ಬೌಲಿಂಗ್ ದಾಳಿಯ ಮುಂದೆ ಲಖನೌ ಬ್ಯಾಟರ್‌ಗಳು ಪರದಾಡಿದರು. ಮೊದಲು ಬ್ಯಾಟಿಂಗ್ ಮಾಡಿದ ಲಖನೌ 20 ಓವರ್‌ಗಳಲ್ಲಿ 8 ವಿಕೆಟ್ ನಷ್ಟಕ್ಕೆ 164 ರನ್ ಗಳಿಸಿತು. ಏಡೆನ್ ಮಾರ್ಕ್ರಮ್ 30 ರನ್ ಹಾಗೂ ಪೂರನ್ 19 ರನ್ ಗಳಿಸಿದರು. ಬಳಿಕ ಗುರಿ ಬೆನ್ನತ್ತಿದ ಗುಜರಾತ್ ತಂಡ ಜೋಸ್ ಬಟ್ಲರ್ ಹಾಗೂ ನಾಯಕ ಶುಭಮನ್ ಗಿಲ್ ಅವರ ಉತ್ತಮ ಜೊತೆಯಾಟದ ನೆರವಿನಿಂದ 18.4 ಓವರ್‌ಗಳಲ್ಲಿ 3 ವಿಕೆಟ್ ನಷ್ಟಕ್ಕೆ 165 ರನ್ ಗಳಿಸಿ ಗೆಲುವಿನ ನಗೆ ಬೀರಿತು. ಬಟ್ಲರ್ 60 ಹಾಗೂ ಗಿಲ್ 56 ರನ್ ಗಳಿಸಿದರು. ಲಖನೌ V/S ಗುಜರಾತ್ ಪಿಚ್: ಬ್ಯಾಟಿಂಗ್‌ಗೆ ನೆರವಾಗುವ ಪಿಚ್‌ನಲ್ಲಿ ಲಖನೌ ಬ್ಯಾಟರ್‌ಗಳು ನಿರೀಕ್ಷಿತ ಪ್ರದರ್ಶನ ನೀಡಲು ವಿಫಲರಾದರು. ಗುಜರಾತ್ ಬೌಲರ್‌ಗಳು ಆರಂಭದಿಂದಲೇ ಬಿಗಿ ದಾಳಿ ನಡೆಸಿದರು. ಪ್ರಸಿದ್ಧ್ ಕೃಷ್ಣ 4 ಓವರ್‌ಗಳಲ್ಲಿ 31 ರನ್ ನೀಡಿ 1 ವಿಕೆಟ್ ಪಡೆದು ಮಿಂಚಿದರು. (336, 323, 662, 558)
lucknow-body-c: ಯಾದವ್ ಮತ್ತು ಶಮಿ ಈ ಇನ್ನಿಂಗ್ಸ್ ವಿಕೆಟ್ ಪಡೆದರೂ ಆತ್ಮವಿಶ್ವಾಸ ಪಂದ್ಯ ಬದಲಿಸಲಿಲ್ಲ. ಪವರ್‌ಪ್ಲೇನಲ್ಲಿ (1-6) ಗುಜರಾತ್ ಉತ್ತಮ ಆರಂಭ ಪಡೆಯಿತು. ಗಿಲ್-ಬಟ್ಲರ್ ಜೋಡಿ ಮೊದಲ ವಿಕೆಟ್‌ಗೆ ಉತ್ತಮ ಜೊತೆಯಾಟ ನೀಡಿತು. ಅಂತಿಮ ಹಂತದಲ್ಲಿ (16-20) ಲಖನೌ ಮತ್ತಷ್ಟು ಕುಸಿತ ಕಂಡಿತು. ಗುಜರಾತ್ 18.4 ಓವರ್‌ಗಳಲ್ಲಿ ಗುರಿ ತಲುಪಿತು. (672, 815, 994, 894)
tennis-team-photo (1013, 1084, 1234, 1228)
across-clue: 5.ಕಾರ್ಯನಿರ್ವಹಣೆ (4) (1219, 1459, 1314, 1472)
down-clue: 3.ನಾಗರ ಹಾವು (3) (1219, 1658, 1298, 1672)
crossword-cell[interactable] (1025, 1547, 1066, 1582)
crossword-cell[interactable] (1025, 1616, 1066, 1651)
prev-clue: 1.ನವನೀತ 2.ಚರಕ 3.ಸ್ವಾಗತ (1084, 1657, 1198, 1671)
pbks-logo: KINGS (106, 117, 154, 165)
nasik-col4: ಕೇಸ್ 6 (ಸೆಪ್ಟೆಂಬರ್ 8, 2024 - ಫೆಬ್ರವರಿ 2026): ಆರೋಪಿಗಳು ತಮ್ಮ ಧರ್ಮದ ಬಗ್ಗೆ ಮಾಹಿತಿ ನೀಡಿ ಮತಾಂತರಕ್ಕೆ ಒತ್ತಾಯಿಸಿದ್ದಾರೆ. ಕೇಸ್ 7 (2025 - ಮಾರ್ಚ್ 2026): ಆರೋಪಿ ರಜಾ ಮೆಮನ್, ತೌಸಿಫ್ ಅತ್ತಾರ್ ಮಹಿಳಾ ಉದ್ಯೋಗಿಗೆ ಕಿರುಕುಳ ನೀಡಿದ್ದಾರೆ. ಕೇಸ್ 8 (ಜನವರಿ 2025 - ಪ್ರಸ್ತುತ): ಆರೋಪಿಗಳು ರಜಾ ಮೆಮನ್ ಮತ್ತು ಶಫಿ ಶೇಖ್ ಮಹಿಳೆಯ ಜೊತೆ ಅಸಭ್ಯವಾಗಿ ವರ್ತಿಸಿದ್ದಾರೆ. (913, 1978, 1201, 2074)
page-number: ೧೧ (1361, 48, 1389, 77)
crossword-cell[interactable] (942, 1651, 984, 1685)
crossword-cell-number: 7 (945, 1549, 952, 1559)
tennis-body-a: ಬೆಂಗಳೂರು: ಕರ್ನಾಟಕದ ಸೃಷ್ಟಿ ಕಿರಣ್, ಪ್ರೀಷಾ ಮನೋಹರ್ ಮತ್ತು ಪದ್ಮಪ್ರಿಯಾ ರಮೇಶ್ ಕುಮಾರ್ ಅವರ ಅದ್ಭುತ ಪ್ರದರ್ಶನದ ನೆರವಿನಿಂದ ಭಾರತ ತಂಡ ಏಷ್ಯಾ ಕಿರಿಯರ 14 ವರ್ಷದೊಳಗಿನ ಬಾಲಕಿಯರ ಟೆನಿಸ್ ಚಾಂಪಿಯನ್‌ಶಿಪ್‌ನಲ್ಲಿ ರನ್ನರ್-ಅಪ್ ಸ್ಥಾನ ಪಡೆದುಕೊಂಡಿದೆ. ಫೈನಲ್‌ನಲ್ಲಿ ಭಾರತ ತಂಡ ಜಪಾನ್ ವಿರುದ್ಧ 1-2 ಅಂತರದಿಂದ ಸೋಲು ಕಂಡಿತು. ಕ್ವಾರ್ಟರ್ ಫೈನಲ್ ಹಾಗೂ ಸೆಮಿಫೈನಲ್‌ನಲ್ಲಿ ಭಾರತದ ಬಾಲಕಿಯರು ಅತ್ಯುತ್ತಮ ಪ್ರದರ್ಶನ ನೀಡಿದರು. ಕರ್ನಾಟಕ ರಾಜ್ಯ ಲಾನ್ ಟೆನಿಸ್ ಸಂಸ್ಥೆ ಆಟಗಾರ್ತಿಯರ ಸಾಧನೆಯನ್ನು ಶ್ಲಾಘಿಸಿದೆ. (766, 1085, 1006, 1267)
down-clue: 8.ಉತ್ತಮ ಸ್ಥಿತಿ (3) (1219, 1724, 1295, 1737)
crossword-cell-number: 6 (780, 1549, 787, 1559)
crossword-cell-number: 12 (1028, 1618, 1040, 1629)
tennis-box-headline: ಅಂತಾರಾಷ್ಟ್ರೀಯ ಟೂರ್ನಿಗಳಿಗೆ ಆಯ್ಕೆ (1249, 1090, 1450, 1110)
score-lucknow: ಲಖನೌ: 20 ಓವರ್‌ಗಳಲ್ಲಿ 164/8: ಮಾರ್ಕ್ರಮ್ 30, ಪೂರನ್ 19; ಕೃಷ್ಣ 28/4 (681, 723, 984, 753)
crossword-cell[interactable] (777, 1651, 818, 1685)
down-clue: 15.ಮಿತ್ರ (2) (1219, 1773, 1275, 1786)
tennis-box-body: ಈ ಸಾಧನೆಯ ಆಧಾರದಲ್ಲಿ ಕರ್ನಾಟಕದ ಈ ಮೂವರು ಆಟಗಾರ್ತಿಯರು ಐಟಿಎಫ್ ಅಂಡರ್-14 ವರ್ಲ್ಡ್ ಜೂನಿಯರ್ ಟೆನಿಸ್ ಫೈನಲ್ಸ್ ಟೂರ್ನಿಗೆ ಆಯ್ಕೆಯಾಗಿದ್ದಾರೆ. (1249, 1141, 1485, 1188)
prev-clue: 15.ಮರಕತ (1084, 1719, 1131, 1732)
prev-clue: 11.ಬೆಂಕಿಪೆಟ್ಟಿಗೆ (1084, 1577, 1145, 1590)
crossword-black-cell (984, 1616, 1025, 1651)
crossword-author: ರಾಜಾ ಸಂಗೊಳ್ಳಿ ಪಿರೆಮಠ (874, 1451, 968, 1464)
nasik-deck: ಏಳು ಮಹಿಳಾ ಪೊಲೀಸರಿಂದ ರಹಸ್ಯ ಕಾರ್ಯಾಚರಣೆ | ಮಹಿಳೆಯರೊಂದಿಗೆ ಆರೋಪಿಗಳ ಅನುಚಿತ ವರ್ತನೆ (289, 1868, 987, 1892)
crossword-title: ಪದಬಂಧ (768, 1409, 1075, 1447)
lucknow-headline: ಕೃಷ್ಣ ದಾಳಿಗೆ ಕುಗ್ಗಿದ ಲಖನೌ (468, 227, 862, 279)
registration-mark (190, 2347, 202, 2359)
crossword-cell[interactable] (984, 1582, 1025, 1616)
prev-label: ಉತ್ತರ (1124, 1488, 1164, 1511)
orange-unit: ರನ್ (138, 424, 154, 437)
nasik-col2: ಗುರಿಯಾಗಿಸಿದ್ದ ಟೀಮ್ ಲೀಡರ್ ಮತ್ತು ಇತರ ಆರೋಪಿಗಳು ಮಹಿಳೆಯರ ಧಾರ್ಮಿಕ ಭಾವನೆಗಳಿಗೆ ಧಕ್ಕೆ ತರುವ ರೀತಿಯಲ್ಲಿ ವರ್ತಿಸುತ್ತಿದ್ದರು. ಕೇಸ್ 1 (ಜುಲೈ 2022 - ಫೆಬ್ರವರಿ 2026): ಆರೋಪಿಗಳು ಕ್ರಾಸ್ ಕೆಲಸ ಮಾಡುತ್ತಿದ್ದ ಮಹಿಳಾ ಉದ್ಯೋಗಿಗಳ ಧಾರ್ಮಿಕ ಭಾವನೆಗಳಿಗೆ ಘಾಸಿ ಮಾಡಿದ್ದಾರೆ. ಕೇಸ್ 2 (ಮೇ 2023 - ಮಾರ್ಚ್ 19, 2026): ಆರೋಪಿಯು ಮಹಿಳಾ ಉದ್ಯೋಗಿಯ ಜೊತೆ ಅನುಚಿತವಾಗಿ ವರ್ತಿಸಿದ್ದಾನೆ. (338, 1978, 616, 2090)
orange-cap-label: ಆರೆಂಜ್ ಕ್ಯಾಪ್ (52, 276, 177, 299)
crossword-black-cell (777, 1616, 818, 1651)
crossword-cell[interactable] (777, 1685, 818, 1720)
ipl-tagline: ಚುಟುಕು ಕ್ರಿಕೆಟ್ ಹಬ್ಬ (564, 142, 794, 167)
down-clue: 4.ಹೋಲಿಕೆ (4) (1219, 1675, 1282, 1688)
orange-player-photo (56, 305, 123, 438)
asian-headline: ಏಷ್ಯನ್ ಕುಸ್ತಿ: ಭಾರತಕ್ಕೆ ಹಲವು ಪದಕ (338, 1645, 617, 1672)
